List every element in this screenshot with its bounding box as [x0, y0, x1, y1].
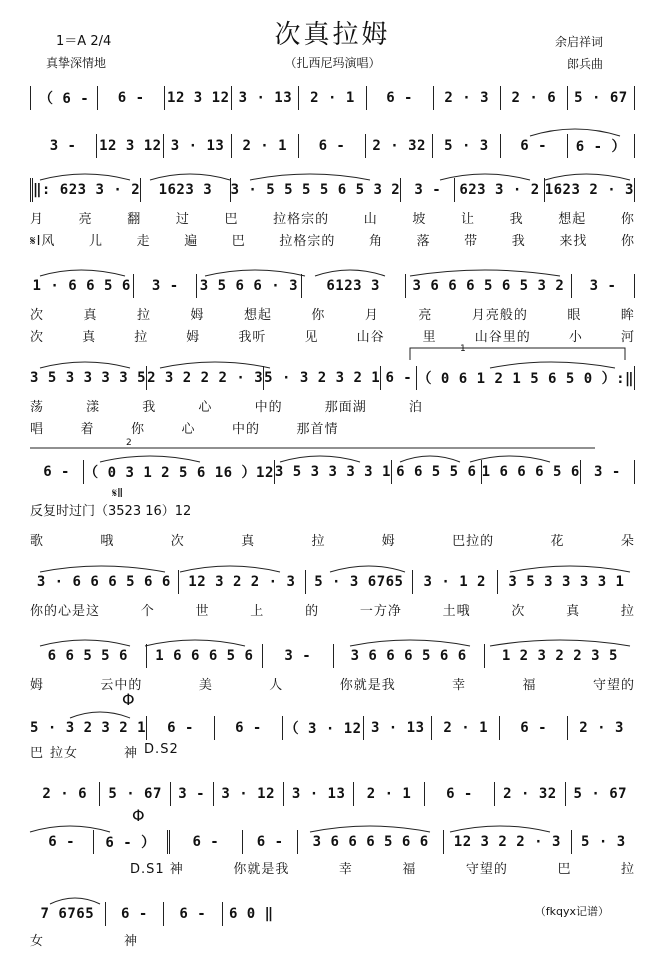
lyric-word: 月	[30, 212, 45, 227]
measure: 6 6 5 5 6	[392, 460, 482, 484]
volta-1-label: 1	[460, 344, 466, 354]
measure: 1623 2 · 3	[545, 178, 635, 202]
lyric-word: 歌	[30, 534, 45, 549]
lyric-word: 个	[140, 604, 155, 619]
measure: 12 3 2 2 · 3	[179, 570, 307, 594]
measure: 6 -	[500, 716, 568, 740]
measure: 623 3 · 2	[455, 178, 544, 202]
lyric-word: 泊	[408, 400, 423, 415]
lyric-word: 过	[175, 212, 190, 227]
lyric-word: 拉格宗的	[279, 234, 336, 249]
measure: 3 6 6 6 5 6 6	[298, 830, 444, 854]
lyric-word: 着	[80, 422, 95, 437]
dal-segno-1-marking: D.S1 神	[130, 862, 184, 877]
lyric-word: 角	[368, 234, 383, 249]
lyric-line-refrain	[30, 600, 635, 618]
lyric-line-verse-1	[30, 396, 635, 414]
lyric-word: 你	[620, 234, 635, 249]
lyric-word: 你	[131, 422, 146, 437]
measure: 2 · 6	[30, 782, 100, 806]
measure: 5 · 3 6765	[306, 570, 412, 594]
measure: 7 6765	[30, 902, 106, 926]
lyric-word: 拉女	[50, 746, 79, 761]
lyric-word: 拉	[620, 604, 635, 619]
score-row-1	[30, 76, 635, 110]
lyric-word: 你	[311, 308, 326, 323]
lyric-word: 福	[522, 678, 537, 693]
key-time-signature	[56, 30, 111, 49]
lyric-word: 坡	[412, 212, 427, 227]
lyric-word: 山谷里的	[474, 330, 531, 345]
lyric-word: 巴	[231, 234, 246, 249]
dal-segno-2-marking: D.S2	[144, 742, 179, 757]
lyric-word: 亮	[418, 308, 433, 323]
lyric-word: 你的心是这	[30, 604, 101, 619]
time-signature: 2/4	[90, 34, 112, 49]
lyric-word: 中的	[232, 422, 261, 437]
lyric-word: 人	[269, 678, 284, 693]
lyric-word: 中的	[254, 400, 283, 415]
measure: 2 · 32	[366, 134, 433, 158]
lyric-word: 让	[461, 212, 476, 227]
measure: 6 -	[501, 134, 568, 158]
lyric-spacer	[465, 396, 635, 414]
measure: 3 · 1 2	[413, 570, 498, 594]
measure: 6 -	[106, 902, 164, 926]
measure: 2 3 2 2 2 · 3	[147, 366, 264, 390]
lyric-word: 巴	[557, 862, 572, 877]
measure: 3 -	[134, 274, 197, 298]
measure: 3 -	[30, 134, 97, 158]
lyric-line-coda	[130, 858, 635, 876]
measure: （ 3 · 12	[283, 716, 364, 740]
lyric-word: 上	[250, 604, 265, 619]
measure: 6 -	[164, 902, 222, 926]
measure: 5 · 67	[568, 86, 635, 110]
lyric-word: 守望的	[465, 862, 508, 877]
measure: 6 -	[215, 716, 283, 740]
measure: 6 -	[243, 830, 298, 854]
measure: 5 · 67	[573, 786, 628, 802]
lyric-word: 神	[124, 934, 139, 949]
score-row-6	[30, 438, 635, 484]
lyric-word: 真	[241, 534, 256, 549]
score-row-5	[30, 344, 635, 390]
measure: 6 - ）	[94, 830, 169, 854]
lyric-word: 亮	[78, 212, 93, 227]
lyric-word: 女	[30, 934, 45, 949]
lyric-word: 唱	[30, 422, 45, 437]
lyric-word: 我	[509, 212, 524, 227]
measure: 3 5 3 3 3 3 1	[508, 574, 625, 590]
lyric-word: 拉	[136, 308, 151, 323]
lyric-word: 你就是我	[339, 678, 396, 693]
lyric-word: 我	[511, 234, 526, 249]
measure: 6 -	[381, 366, 417, 390]
lyric-word: 次	[511, 604, 526, 619]
lyric-word: 拉	[134, 330, 149, 345]
measure: 12 3 12	[165, 86, 232, 110]
measure: 6 -	[147, 716, 215, 740]
measure: 6 -	[425, 782, 495, 806]
measure: 1 2 3 2 2 3 5	[501, 648, 618, 664]
measure: （ 6 -	[30, 86, 98, 110]
composer-credit: 郎兵曲	[566, 57, 603, 71]
score-row-11	[30, 820, 635, 854]
page-title: 次真拉姆	[274, 20, 391, 50]
measure: 6 6 5 5 6	[30, 644, 147, 668]
measure: 5 · 3 2 3 2 1	[30, 716, 147, 740]
measure: 6 -	[170, 830, 243, 854]
measure: 5 · 67	[100, 782, 170, 806]
lyric-line-verse-2	[30, 326, 635, 344]
measure: 3 6 6 6 5 6 6	[334, 644, 485, 668]
score-row-7	[30, 560, 635, 594]
lyric-word: 我听	[238, 330, 267, 345]
lyric-word: 巴	[224, 212, 239, 227]
lyric-word: 次	[30, 308, 45, 323]
measure: 2 · 1	[354, 782, 424, 806]
lyric-word: 山	[363, 212, 378, 227]
lyric-word: 拉格宗的	[273, 212, 330, 227]
lyric-word: 次	[170, 534, 185, 549]
measure: 3 · 6 6 6 5 6 6	[30, 570, 179, 594]
measure: 6 -	[30, 460, 84, 484]
lyric-word: 荡	[30, 400, 45, 415]
lyric-line-refrain	[30, 674, 635, 692]
measure: 2 · 1	[432, 716, 500, 740]
lyric-word: 你就是我	[233, 862, 290, 877]
measure: 1 6 6 6 5 6	[147, 644, 264, 668]
measure: 3 · 5 5 5 5 6 5 3 2	[231, 178, 402, 202]
lyric-word: 河	[620, 330, 635, 345]
measure: 3 5 3 3 3 3 1	[275, 460, 392, 484]
lyric-word: 心	[198, 400, 213, 415]
lyric-word: 那首情	[296, 422, 339, 437]
measure: 3 -	[171, 782, 214, 806]
tempo-marking: 真挚深情地	[46, 56, 107, 70]
lyric-word: 漾	[86, 400, 101, 415]
measure: 6 - ）	[568, 134, 635, 158]
lyric-word: 云中的	[100, 678, 143, 693]
lyricist-credit: 余启祥词	[554, 35, 603, 49]
lyric-word: 真	[566, 604, 581, 619]
lyric-word: 眼	[567, 308, 582, 323]
score-row-12	[30, 892, 280, 926]
measure: 3 6 6 6 5 6 5 3 2	[406, 274, 572, 298]
lyric-word: 带	[464, 234, 479, 249]
lyric-word: 你	[620, 212, 635, 227]
measure: 3 · 13	[164, 134, 231, 158]
measure: 5 · 3	[581, 834, 626, 850]
score-row-8	[30, 634, 635, 668]
lyric-word: 来找	[559, 234, 588, 249]
lyric-word: 想起	[243, 308, 272, 323]
lyric-line-refrain	[30, 530, 635, 548]
lyric-word: 遍	[184, 234, 199, 249]
lyric-word: 幸	[338, 862, 353, 877]
lyric-word: 落	[416, 234, 431, 249]
lyric-word: 守望的	[592, 678, 635, 693]
lyric-word: 土哦	[442, 604, 471, 619]
measure: 12 3 12	[97, 134, 164, 158]
lyric-word: 福	[402, 862, 417, 877]
measure: 6 -	[98, 86, 165, 110]
measure: ‖: 623 3 · 2	[30, 178, 141, 202]
lyric-word: 眸	[620, 308, 635, 323]
key-signature: 1＝A	[56, 34, 87, 49]
coda-icon: Φ	[122, 690, 135, 709]
repeat-interlude-note: 反复时过门（3523 16）12	[30, 504, 192, 519]
coda-icon: Φ	[132, 806, 145, 825]
lyric-word: 心	[181, 422, 196, 437]
measure: 1 6 6 6 5 6	[482, 460, 581, 484]
lyric-word: 里	[422, 330, 437, 345]
lyric-word: 想起	[558, 212, 587, 227]
score-row-10	[30, 772, 635, 806]
measure: 5 · 3	[433, 134, 500, 158]
lyric-word: 花	[550, 534, 565, 549]
lyric-word: 次	[30, 330, 45, 345]
measure: 3 · 13	[364, 716, 432, 740]
measure: 3 -	[572, 274, 635, 298]
measure: 3 · 12	[214, 782, 284, 806]
measure: 2 · 6	[501, 86, 568, 110]
score-row-9	[30, 706, 635, 740]
lyric-word: 翻	[127, 212, 142, 227]
segno-mark-2: 𝄋Ⅱ	[112, 486, 124, 500]
measure: 6 0 ‖	[228, 906, 274, 922]
lyric-line-verse-2	[30, 230, 635, 248]
measure: 3 5 3 3 3 3 5	[30, 366, 147, 390]
measure: 2 · 3	[434, 86, 501, 110]
lyric-word: 拉	[311, 534, 326, 549]
measure: 6 -	[367, 86, 434, 110]
measure: 6123 3	[302, 274, 406, 298]
measure: 1623 3	[141, 178, 230, 202]
lyric-word: 巴	[30, 746, 45, 761]
lyric-word: 神	[124, 746, 139, 761]
singer-credit: （扎西尼玛演唱）	[284, 56, 381, 70]
measure: 6 -	[299, 134, 366, 158]
lyric-word: 姆	[186, 330, 201, 345]
transcriber-credit: （fkqyx记谱）	[534, 905, 609, 918]
lyric-word: 山谷	[356, 330, 385, 345]
lyric-word: 的	[305, 604, 320, 619]
lyric-word: 真	[82, 330, 97, 345]
lyric-word: 姆	[190, 308, 205, 323]
lyric-word: 幸	[452, 678, 467, 693]
lyric-line-ending	[30, 930, 180, 948]
lyric-word: 世	[195, 604, 210, 619]
lyric-word: 哦	[100, 534, 115, 549]
lyric-word: 月亮般的	[471, 308, 528, 323]
measure: 2 · 1	[299, 86, 366, 110]
measure: 2 · 1	[232, 134, 299, 158]
lyric-line-verse-1	[30, 208, 635, 226]
lyric-word: 拉	[620, 862, 635, 877]
lyric-word: 巴拉的	[452, 534, 495, 549]
measure: 3 · 13	[232, 86, 299, 110]
lyric-word: 𝄋Ⅰ风	[30, 234, 56, 249]
measure: 3 -	[263, 644, 333, 668]
measure: 3 -	[401, 178, 455, 202]
lyric-line-refrain	[30, 742, 250, 760]
measure: 2 · 3	[579, 720, 624, 736]
lyric-word: 那面湖	[324, 400, 367, 415]
volta-2-label: 2	[126, 438, 132, 448]
lyric-word: 姆	[381, 534, 396, 549]
lyric-word: 小	[568, 330, 583, 345]
lyric-word: 见	[304, 330, 319, 345]
lyric-word: 朵	[620, 534, 635, 549]
measure: 3 5 6 6 · 3	[197, 274, 301, 298]
lyric-line-verse-1	[30, 304, 635, 322]
lyric-word: 真	[83, 308, 98, 323]
measure: 1 · 6 6 5 6	[30, 274, 134, 298]
measure: 3 -	[581, 460, 635, 484]
measure: 2 · 32	[495, 782, 565, 806]
measure: （ 0 6 1 2 1 5 6 5 0 ）:‖	[417, 366, 635, 390]
measure: （ 0 3 1 2 5 6 16 ）12	[84, 460, 275, 484]
measure: 6 -	[30, 830, 94, 854]
lyric-word: 美	[198, 678, 213, 693]
measure: 12 3 2 2 · 3	[444, 830, 572, 854]
lyric-line-verse-2	[30, 418, 635, 436]
lyric-word: 姆	[30, 678, 45, 693]
lyric-word: 月	[364, 308, 379, 323]
lyric-spacer	[375, 418, 635, 436]
score-row-3	[30, 168, 635, 202]
lyric-word: 一方净	[359, 604, 402, 619]
lyric-word: 我	[142, 400, 157, 415]
lyric-word: 走	[136, 234, 151, 249]
measure: 3 · 13	[284, 782, 354, 806]
score-row-4	[30, 264, 635, 298]
score-row-2	[30, 124, 635, 158]
measure: 5 · 3 2 3 2 1	[264, 366, 381, 390]
lyric-word: 儿	[89, 234, 104, 249]
